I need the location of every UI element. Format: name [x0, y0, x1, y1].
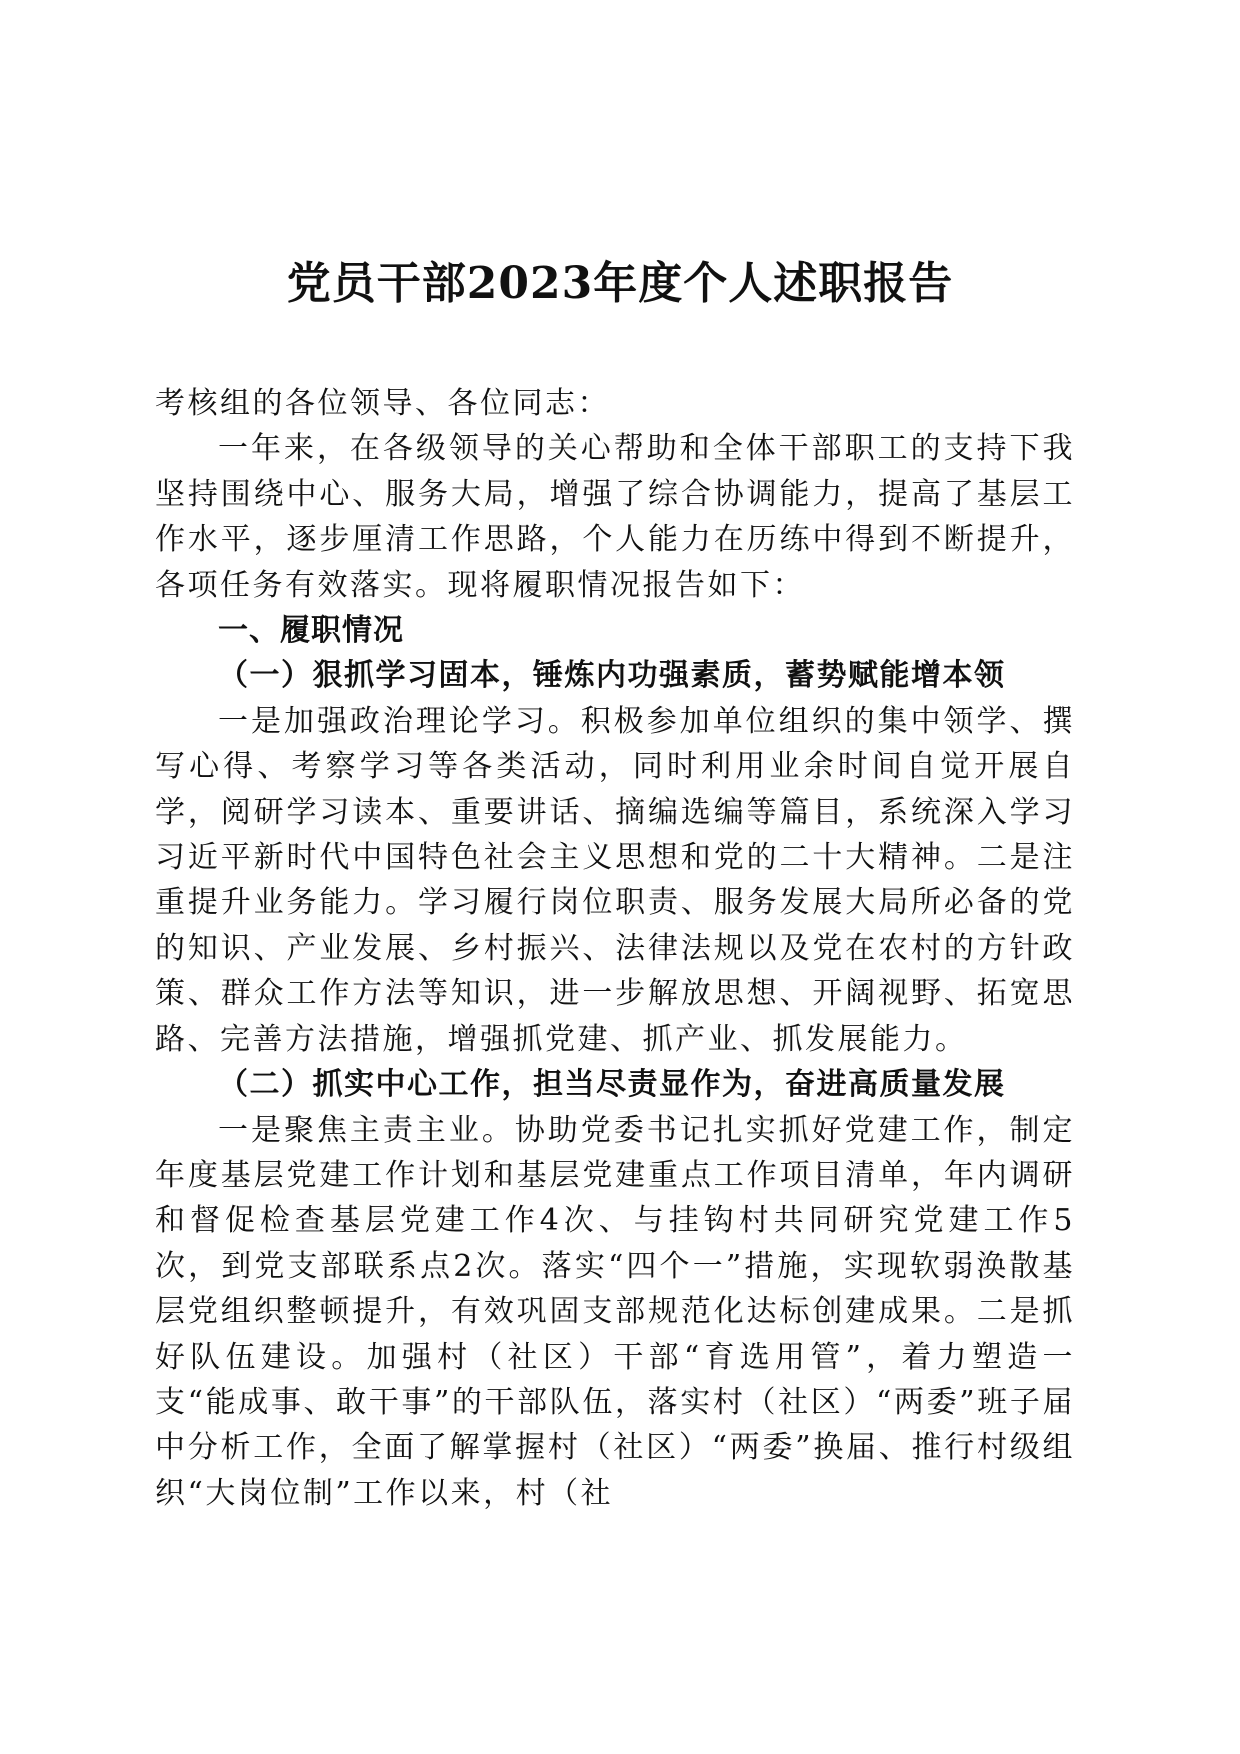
document-body: [155, 381, 1075, 1516]
subsection-heading-2: （二）抓实中心工作，担当尽责显作为，奋进高质量发展: [218, 1067, 1006, 1103]
salutation: 考核组的各位领导、各位同志：: [155, 386, 610, 421]
section-heading-1: 一、履职情况: [218, 613, 404, 649]
subsection-1-paragraph: 一是加强政治理论学习。积极参加单位组织的集中领学、撰写心得、考察学习等各类活动，同时利用业余时间自觉开展自学，阅研学习读本、重要讲话、摘编选编等篇目，系统深入学习习近平新时代中国特色社会主义思想和党的二十大精神。二是注重提升业务能力。学习履行岗位职责、服务发展大局所必备的党的知识、产业发展、乡村振兴、法律法规以及党在农村的方针政策、群众工作方法等知识，进一步解放思想、开阔视野、拓宽思路、完善方法措施，增强抓党建、抓产业、抓发展能力。: [155, 703, 1075, 1057]
document-title: 党员干部2023年度个人述职报告: [286, 258, 954, 309]
subsection-heading-1: （一）狠抓学习固本，锤炼内功强素质，蓄势赋能增本领: [218, 658, 1006, 694]
subsection-2-paragraph: 一是聚焦主责主业。协助党委书记扎实抓好党建工作，制定年度基层党建工作计划和基层党建重点工作项目清单，年内调研和督促检查基层党建工作4次、与挂钩村共同研究党建工作5次，到党支部联系点2次。落实“四个一”措施，实现软弱涣散基层党组织整顿提升，有效巩固支部规范化达标创建成果。二是抓好队伍建设。加强村（社区）干部“育选用管”，着力塑造一支“能成事、敢干事”的干部队伍，落实村（社区）“两委”班子届中分析工作，全面了解掌握村（社区）“两委”换届、推行村级组织“大岗位制”工作以来，村（社: [155, 1112, 1075, 1511]
intro-paragraph: 一年来，在各级领导的关心帮助和全体干部职工的支持下我坚持围绕中心、服务大局，增强了综合协调能力，提高了基层工作水平，逐步厘清工作思路，个人能力在历练中得到不断提升，各项任务有效落实。现将履职情况报告如下：: [155, 431, 1075, 603]
